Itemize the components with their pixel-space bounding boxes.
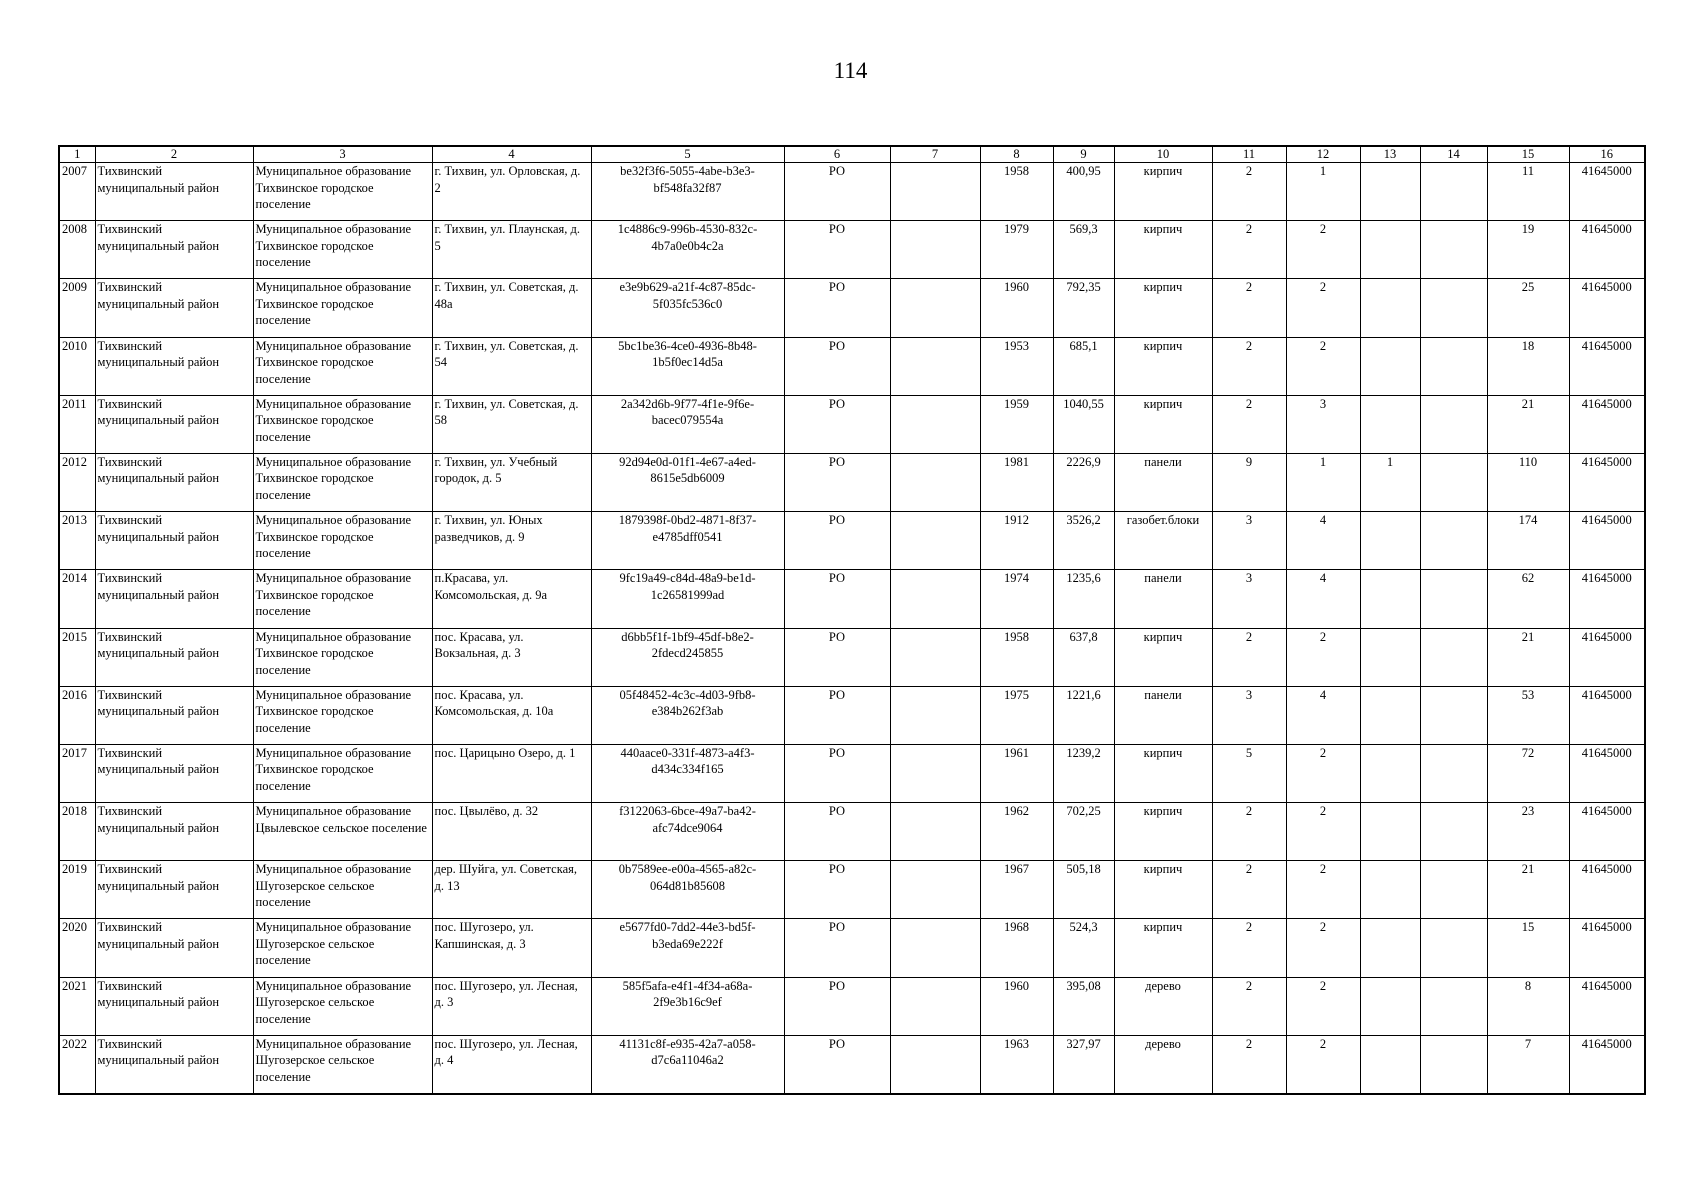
wall-material-cell: кирпич (1114, 861, 1212, 919)
column-14-cell (1420, 686, 1487, 744)
column-14-cell (1420, 1035, 1487, 1093)
guid-cell: be32f3f6-5055-4abe-b3e3-bf548fa32f87 (591, 163, 784, 221)
column-14-cell (1420, 337, 1487, 395)
year-cell: 1961 (980, 744, 1053, 802)
floors-cell: 9 (1212, 453, 1286, 511)
floors-cell: 3 (1212, 686, 1286, 744)
oktmo-cell: 41645000 (1569, 221, 1645, 279)
row-number: 2014 (59, 570, 95, 628)
column-13-cell (1360, 395, 1420, 453)
area-cell: 569,3 (1053, 221, 1114, 279)
floors-cell: 2 (1212, 395, 1286, 453)
column-15-cell: 21 (1487, 395, 1569, 453)
column-13-cell (1360, 570, 1420, 628)
page-number-text: 114 (833, 58, 868, 83)
wall-material-cell: дерево (1114, 977, 1212, 1035)
oktmo-cell: 41645000 (1569, 512, 1645, 570)
municipality-cell: Муниципальное образование Тихвинское городское поселение (253, 512, 432, 570)
column-14-cell (1420, 453, 1487, 511)
wall-material-cell: газобет.блоки (1114, 512, 1212, 570)
column-7-cell (890, 395, 980, 453)
column-12-cell: 2 (1286, 1035, 1360, 1093)
address-cell: пос. Красава, ул. Комсомольская, д. 10а (432, 686, 591, 744)
guid-cell: 5bc1be36-4ce0-4936-8b48-1b5f0ec14d5a (591, 337, 784, 395)
column-12-cell: 4 (1286, 686, 1360, 744)
floors-cell: 2 (1212, 1035, 1286, 1093)
oktmo-cell: 41645000 (1569, 919, 1645, 977)
column-7-cell (890, 977, 980, 1035)
year-cell: 1968 (980, 919, 1053, 977)
column-12-cell: 2 (1286, 279, 1360, 337)
oktmo-cell: 41645000 (1569, 570, 1645, 628)
municipality-cell: Муниципальное образование Тихвинское городское поселение (253, 453, 432, 511)
oktmo-cell: 41645000 (1569, 395, 1645, 453)
column-13-cell (1360, 803, 1420, 861)
column-12-cell: 4 (1286, 570, 1360, 628)
ownership-cell: РО (784, 919, 890, 977)
column-13-cell (1360, 279, 1420, 337)
floors-cell: 3 (1212, 512, 1286, 570)
guid-cell: 41131c8f-e935-42a7-a058-d7c6a11046a2 (591, 1035, 784, 1093)
floors-cell: 3 (1212, 570, 1286, 628)
column-7-cell (890, 1035, 980, 1093)
ownership-cell: РО (784, 221, 890, 279)
district-cell: Тихвинский муниципальный район (95, 163, 253, 221)
ownership-cell: РО (784, 628, 890, 686)
column-15-cell: 8 (1487, 977, 1569, 1035)
column-7-cell (890, 628, 980, 686)
oktmo-cell: 41645000 (1569, 279, 1645, 337)
table-row (59, 221, 1645, 279)
guid-cell: d6bb5f1f-1bf9-45df-b8e2-2fdecd245855 (591, 628, 784, 686)
district-cell: Тихвинский муниципальный район (95, 1035, 253, 1093)
column-7-cell (890, 453, 980, 511)
column-header-9: 9 (1053, 146, 1114, 163)
column-7-cell (890, 861, 980, 919)
floors-cell: 2 (1212, 337, 1286, 395)
column-14-cell (1420, 279, 1487, 337)
column-15-cell: 72 (1487, 744, 1569, 802)
column-7-cell (890, 512, 980, 570)
column-12-cell: 2 (1286, 221, 1360, 279)
column-number-header-row (59, 146, 1645, 163)
column-header-4: 4 (432, 146, 591, 163)
guid-cell: 2a342d6b-9f77-4f1e-9f6e-bacec079554a (591, 395, 784, 453)
area-cell: 327,97 (1053, 1035, 1114, 1093)
oktmo-cell: 41645000 (1569, 628, 1645, 686)
floors-cell: 2 (1212, 861, 1286, 919)
district-cell: Тихвинский муниципальный район (95, 628, 253, 686)
year-cell: 1953 (980, 337, 1053, 395)
area-cell: 1235,6 (1053, 570, 1114, 628)
row-number: 2017 (59, 744, 95, 802)
guid-cell: 585f5afa-e4f1-4f34-a68a-2f9e3b16c9ef (591, 977, 784, 1035)
column-14-cell (1420, 861, 1487, 919)
address-cell: г. Тихвин, ул. Юных разведчиков, д. 9 (432, 512, 591, 570)
column-7-cell (890, 163, 980, 221)
column-header-2: 2 (95, 146, 253, 163)
column-14-cell (1420, 803, 1487, 861)
column-15-cell: 23 (1487, 803, 1569, 861)
wall-material-cell: кирпич (1114, 803, 1212, 861)
year-cell: 1981 (980, 453, 1053, 511)
wall-material-cell: кирпич (1114, 744, 1212, 802)
address-cell: пос. Цвылёво, д. 32 (432, 803, 591, 861)
table-row (59, 803, 1645, 861)
area-cell: 637,8 (1053, 628, 1114, 686)
row-number: 2011 (59, 395, 95, 453)
row-number: 2020 (59, 919, 95, 977)
page-number (0, 58, 1697, 84)
municipality-cell: Муниципальное образование Тихвинское городское поселение (253, 279, 432, 337)
year-cell: 1958 (980, 163, 1053, 221)
table-row (59, 337, 1645, 395)
wall-material-cell: кирпич (1114, 337, 1212, 395)
area-cell: 395,08 (1053, 977, 1114, 1035)
area-cell: 685,1 (1053, 337, 1114, 395)
district-cell: Тихвинский муниципальный район (95, 512, 253, 570)
oktmo-cell: 41645000 (1569, 977, 1645, 1035)
address-cell: г. Тихвин, ул. Советская, д. 58 (432, 395, 591, 453)
address-cell: дер. Шуйга, ул. Советская, д. 13 (432, 861, 591, 919)
district-cell: Тихвинский муниципальный район (95, 686, 253, 744)
column-12-cell: 1 (1286, 163, 1360, 221)
guid-cell: 05f48452-4c3c-4d03-9fb8-e384b262f3ab (591, 686, 784, 744)
district-cell: Тихвинский муниципальный район (95, 570, 253, 628)
district-cell: Тихвинский муниципальный район (95, 221, 253, 279)
municipality-cell: Муниципальное образование Тихвинское городское поселение (253, 337, 432, 395)
address-cell: г. Тихвин, ул. Учебный городок, д. 5 (432, 453, 591, 511)
table-row (59, 628, 1645, 686)
column-12-cell: 2 (1286, 628, 1360, 686)
municipality-cell: Муниципальное образование Шугозерское сельское поселение (253, 977, 432, 1035)
ownership-cell: РО (784, 1035, 890, 1093)
column-header-3: 3 (253, 146, 432, 163)
table-row (59, 1035, 1645, 1093)
column-15-cell: 18 (1487, 337, 1569, 395)
column-15-cell: 25 (1487, 279, 1569, 337)
wall-material-cell: панели (1114, 570, 1212, 628)
column-15-cell: 62 (1487, 570, 1569, 628)
column-15-cell: 53 (1487, 686, 1569, 744)
ownership-cell: РО (784, 977, 890, 1035)
guid-cell: 9fc19a49-c84d-48a9-be1d-1c26581999ad (591, 570, 784, 628)
address-cell: пос. Шугозеро, ул. Лесная, д. 3 (432, 977, 591, 1035)
column-header-8: 8 (980, 146, 1053, 163)
year-cell: 1967 (980, 861, 1053, 919)
ownership-cell: РО (784, 279, 890, 337)
municipality-cell: Муниципальное образование Тихвинское городское поселение (253, 686, 432, 744)
ownership-cell: РО (784, 803, 890, 861)
column-14-cell (1420, 221, 1487, 279)
column-14-cell (1420, 570, 1487, 628)
wall-material-cell: панели (1114, 686, 1212, 744)
district-cell: Тихвинский муниципальный район (95, 861, 253, 919)
column-7-cell (890, 570, 980, 628)
year-cell: 1963 (980, 1035, 1053, 1093)
wall-material-cell: кирпич (1114, 395, 1212, 453)
column-13-cell (1360, 919, 1420, 977)
table-row (59, 279, 1645, 337)
ownership-cell: РО (784, 744, 890, 802)
column-header-5: 5 (591, 146, 784, 163)
guid-cell: 0b7589ee-e00a-4565-a82c-064d81b85608 (591, 861, 784, 919)
column-15-cell: 110 (1487, 453, 1569, 511)
guid-cell: e3e9b629-a21f-4c87-85dc-5f035fc536c0 (591, 279, 784, 337)
floors-cell: 2 (1212, 977, 1286, 1035)
address-cell: пос. Царицыно Озеро, д. 1 (432, 744, 591, 802)
row-number: 2010 (59, 337, 95, 395)
ownership-cell: РО (784, 861, 890, 919)
area-cell: 505,18 (1053, 861, 1114, 919)
table-row (59, 570, 1645, 628)
row-number: 2013 (59, 512, 95, 570)
row-number: 2007 (59, 163, 95, 221)
floors-cell: 2 (1212, 221, 1286, 279)
column-12-cell: 1 (1286, 453, 1360, 511)
table-row (59, 163, 1645, 221)
area-cell: 1239,2 (1053, 744, 1114, 802)
municipality-cell: Муниципальное образование Тихвинское городское поселение (253, 163, 432, 221)
year-cell: 1959 (980, 395, 1053, 453)
area-cell: 702,25 (1053, 803, 1114, 861)
column-13-cell (1360, 221, 1420, 279)
wall-material-cell: кирпич (1114, 919, 1212, 977)
column-14-cell (1420, 512, 1487, 570)
address-cell: г. Тихвин, ул. Советская, д. 48а (432, 279, 591, 337)
ownership-cell: РО (784, 395, 890, 453)
oktmo-cell: 41645000 (1569, 453, 1645, 511)
year-cell: 1975 (980, 686, 1053, 744)
column-14-cell (1420, 163, 1487, 221)
year-cell: 1958 (980, 628, 1053, 686)
wall-material-cell: дерево (1114, 1035, 1212, 1093)
municipality-cell: Муниципальное образование Тихвинское городское поселение (253, 628, 432, 686)
wall-material-cell: кирпич (1114, 163, 1212, 221)
area-cell: 3526,2 (1053, 512, 1114, 570)
column-13-cell (1360, 628, 1420, 686)
column-15-cell: 11 (1487, 163, 1569, 221)
column-13-cell (1360, 1035, 1420, 1093)
oktmo-cell: 41645000 (1569, 803, 1645, 861)
column-header-13: 13 (1360, 146, 1420, 163)
table-row (59, 977, 1645, 1035)
municipality-cell: Муниципальное образование Тихвинское городское поселение (253, 395, 432, 453)
row-number: 2022 (59, 1035, 95, 1093)
column-12-cell: 2 (1286, 861, 1360, 919)
column-12-cell: 4 (1286, 512, 1360, 570)
column-12-cell: 2 (1286, 803, 1360, 861)
area-cell: 2226,9 (1053, 453, 1114, 511)
year-cell: 1974 (980, 570, 1053, 628)
oktmo-cell: 41645000 (1569, 337, 1645, 395)
area-cell: 1221,6 (1053, 686, 1114, 744)
table-row (59, 453, 1645, 511)
district-cell: Тихвинский муниципальный район (95, 803, 253, 861)
district-cell: Тихвинский муниципальный район (95, 395, 253, 453)
table-row (59, 512, 1645, 570)
ownership-cell: РО (784, 686, 890, 744)
column-15-cell: 21 (1487, 628, 1569, 686)
row-number: 2021 (59, 977, 95, 1035)
column-15-cell: 174 (1487, 512, 1569, 570)
wall-material-cell: панели (1114, 453, 1212, 511)
table-row (59, 861, 1645, 919)
column-12-cell: 2 (1286, 744, 1360, 802)
column-13-cell (1360, 744, 1420, 802)
column-15-cell: 15 (1487, 919, 1569, 977)
row-number: 2018 (59, 803, 95, 861)
floors-cell: 2 (1212, 628, 1286, 686)
floors-cell: 5 (1212, 744, 1286, 802)
oktmo-cell: 41645000 (1569, 163, 1645, 221)
row-number: 2015 (59, 628, 95, 686)
ownership-cell: РО (784, 512, 890, 570)
housing-registry-table (58, 145, 1646, 1095)
wall-material-cell: кирпич (1114, 279, 1212, 337)
address-cell: пос. Шугозеро, ул. Лесная, д. 4 (432, 1035, 591, 1093)
floors-cell: 2 (1212, 803, 1286, 861)
column-header-16: 16 (1569, 146, 1645, 163)
area-cell: 524,3 (1053, 919, 1114, 977)
column-14-cell (1420, 977, 1487, 1035)
row-number: 2016 (59, 686, 95, 744)
column-13-cell (1360, 861, 1420, 919)
municipality-cell: Муниципальное образование Цвылевское сельское поселение (253, 803, 432, 861)
address-cell: п.Красава, ул. Комсомольская, д. 9а (432, 570, 591, 628)
address-cell: г. Тихвин, ул. Советская, д. 54 (432, 337, 591, 395)
column-12-cell: 2 (1286, 977, 1360, 1035)
column-header-7: 7 (890, 146, 980, 163)
row-number: 2019 (59, 861, 95, 919)
column-7-cell (890, 279, 980, 337)
wall-material-cell: кирпич (1114, 221, 1212, 279)
column-13-cell: 1 (1360, 453, 1420, 511)
guid-cell: e5677fd0-7dd2-44e3-bd5f-b3eda69e222f (591, 919, 784, 977)
row-number: 2012 (59, 453, 95, 511)
oktmo-cell: 41645000 (1569, 861, 1645, 919)
area-cell: 400,95 (1053, 163, 1114, 221)
column-7-cell (890, 686, 980, 744)
district-cell: Тихвинский муниципальный район (95, 453, 253, 511)
column-15-cell: 7 (1487, 1035, 1569, 1093)
oktmo-cell: 41645000 (1569, 686, 1645, 744)
column-14-cell (1420, 919, 1487, 977)
guid-cell: 1879398f-0bd2-4871-8f37-e4785dff0541 (591, 512, 784, 570)
address-cell: г. Тихвин, ул. Плаунская, д. 5 (432, 221, 591, 279)
column-13-cell (1360, 337, 1420, 395)
area-cell: 1040,55 (1053, 395, 1114, 453)
ownership-cell: РО (784, 453, 890, 511)
oktmo-cell: 41645000 (1569, 1035, 1645, 1093)
column-7-cell (890, 337, 980, 395)
column-header-14: 14 (1420, 146, 1487, 163)
column-header-15: 15 (1487, 146, 1569, 163)
guid-cell: f3122063-6bce-49a7-ba42-afc74dce9064 (591, 803, 784, 861)
floors-cell: 2 (1212, 163, 1286, 221)
municipality-cell: Муниципальное образование Шугозерское сельское поселение (253, 1035, 432, 1093)
column-7-cell (890, 919, 980, 977)
address-cell: пос. Шугозеро, ул. Капшинская, д. 3 (432, 919, 591, 977)
year-cell: 1912 (980, 512, 1053, 570)
floors-cell: 2 (1212, 279, 1286, 337)
column-15-cell: 19 (1487, 221, 1569, 279)
wall-material-cell: кирпич (1114, 628, 1212, 686)
column-13-cell (1360, 512, 1420, 570)
floors-cell: 2 (1212, 919, 1286, 977)
district-cell: Тихвинский муниципальный район (95, 279, 253, 337)
column-12-cell: 3 (1286, 395, 1360, 453)
address-cell: пос. Красава, ул. Вокзальная, д. 3 (432, 628, 591, 686)
municipality-cell: Муниципальное образование Тихвинское городское поселение (253, 221, 432, 279)
column-7-cell (890, 744, 980, 802)
row-number: 2008 (59, 221, 95, 279)
column-header-6: 6 (784, 146, 890, 163)
municipality-cell: Муниципальное образование Тихвинское городское поселение (253, 570, 432, 628)
row-number: 2009 (59, 279, 95, 337)
municipality-cell: Муниципальное образование Тихвинское городское поселение (253, 744, 432, 802)
district-cell: Тихвинский муниципальный район (95, 919, 253, 977)
column-14-cell (1420, 744, 1487, 802)
column-13-cell (1360, 163, 1420, 221)
guid-cell: 1c4886c9-996b-4530-832c-4b7a0e0b4c2a (591, 221, 784, 279)
column-14-cell (1420, 395, 1487, 453)
table-row (59, 686, 1645, 744)
column-13-cell (1360, 977, 1420, 1035)
column-header-11: 11 (1212, 146, 1286, 163)
column-7-cell (890, 221, 980, 279)
table-body (59, 163, 1645, 1094)
ownership-cell: РО (784, 337, 890, 395)
ownership-cell: РО (784, 163, 890, 221)
ownership-cell: РО (784, 570, 890, 628)
table-row (59, 919, 1645, 977)
area-cell: 792,35 (1053, 279, 1114, 337)
district-cell: Тихвинский муниципальный район (95, 744, 253, 802)
municipality-cell: Муниципальное образование Шугозерское сельское поселение (253, 919, 432, 977)
district-cell: Тихвинский муниципальный район (95, 977, 253, 1035)
guid-cell: 92d94e0d-01f1-4e67-a4ed-8615e5db6009 (591, 453, 784, 511)
year-cell: 1960 (980, 279, 1053, 337)
column-14-cell (1420, 628, 1487, 686)
column-7-cell (890, 803, 980, 861)
table-row (59, 395, 1645, 453)
column-12-cell: 2 (1286, 337, 1360, 395)
district-cell: Тихвинский муниципальный район (95, 337, 253, 395)
municipality-cell: Муниципальное образование Шугозерское сельское поселение (253, 861, 432, 919)
table-row (59, 744, 1645, 802)
address-cell: г. Тихвин, ул. Орловская, д. 2 (432, 163, 591, 221)
year-cell: 1960 (980, 977, 1053, 1035)
year-cell: 1979 (980, 221, 1053, 279)
column-header-10: 10 (1114, 146, 1212, 163)
guid-cell: 440aace0-331f-4873-a4f3-d434c334f165 (591, 744, 784, 802)
column-12-cell: 2 (1286, 919, 1360, 977)
column-13-cell (1360, 686, 1420, 744)
year-cell: 1962 (980, 803, 1053, 861)
column-15-cell: 21 (1487, 861, 1569, 919)
oktmo-cell: 41645000 (1569, 744, 1645, 802)
column-header-1: 1 (59, 146, 95, 163)
column-header-12: 12 (1286, 146, 1360, 163)
